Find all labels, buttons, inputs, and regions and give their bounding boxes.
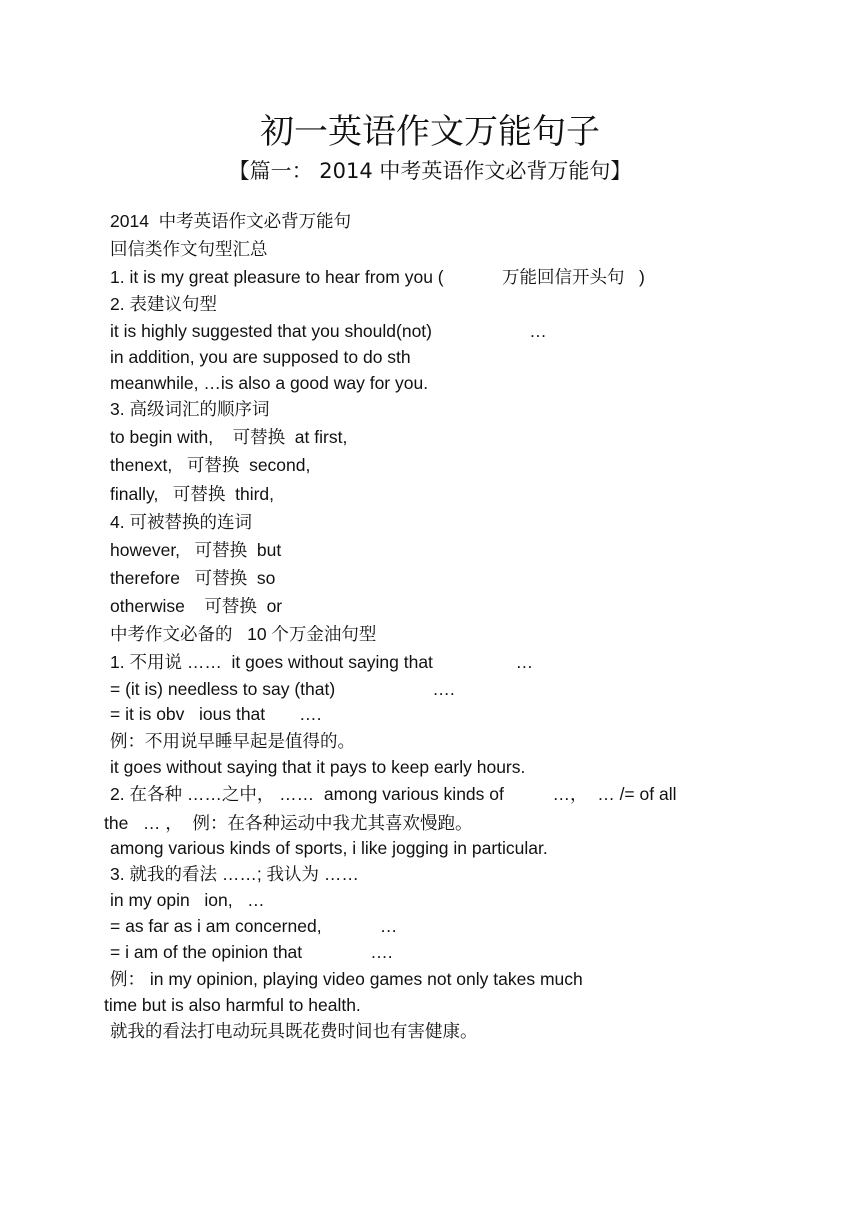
text-line: finally, 可替换 third, bbox=[110, 484, 275, 504]
text-line: the … ， 例：在各种运动中我尤其喜欢慢跑。 bbox=[104, 813, 473, 833]
text-line: meanwhile, …is also a good way for you. bbox=[110, 373, 429, 393]
text-line: 例： in my opinion, playing video games not only takes much bbox=[110, 969, 583, 989]
text-line: 3. 高级词汇的顺序词 bbox=[110, 399, 270, 419]
text-line: 1. it is my great pleasure to hear from you ( 万能回信开头句 ) bbox=[110, 267, 645, 287]
text-line: 例：不用说早睡早起是值得的。 bbox=[110, 731, 355, 751]
text-line: otherwise 可替换 or bbox=[110, 596, 283, 616]
text-line: in my opin ion, … bbox=[110, 890, 265, 910]
text-line: it goes without saying that it pays to keep early hours. bbox=[110, 757, 526, 777]
text-line: 3. 就我的看法 ……; 我认为 …… bbox=[110, 864, 359, 884]
document-subtitle: 【篇一： 2014 中考英语作文必背万能句】 bbox=[228, 159, 632, 183]
text-line: 2. 在各种 ……之中， …… among various kinds of …， … /= of all bbox=[110, 784, 677, 804]
text-line: however, 可替换 but bbox=[110, 540, 282, 560]
text-line: 4. 可被替换的连词 bbox=[110, 512, 252, 532]
text-line: 1. 不用说 …… it goes without saying that … bbox=[110, 652, 534, 672]
text-line: = as far as i am concerned, … bbox=[110, 916, 398, 936]
text-line: = i am of the opinion that …. bbox=[110, 942, 393, 962]
text-line: thenext, 可替换 second, bbox=[110, 455, 311, 475]
text-line: therefore 可替换 so bbox=[110, 568, 276, 588]
text-line: among various kinds of sports, i like jogging in particular. bbox=[110, 838, 548, 858]
text-line: 2014 中考英语作文必背万能句 bbox=[110, 211, 352, 231]
document-title: 初一英语作文万能句子 bbox=[260, 112, 600, 152]
text-line: 就我的看法打电动玩具既花费时间也有害健康。 bbox=[110, 1021, 478, 1041]
text-line: it is highly suggested that you should(not) … bbox=[110, 321, 547, 341]
text-line: 回信类作文句型汇总 bbox=[110, 239, 268, 259]
text-line: 中考作文必备的 10 个万金油句型 bbox=[110, 624, 377, 644]
text-line: = (it is) needless to say (that) …. bbox=[110, 679, 455, 699]
text-line: to begin with, 可替换 at first, bbox=[110, 427, 348, 447]
text-line: 2. 表建议句型 bbox=[110, 294, 217, 314]
text-line: in addition, you are supposed to do sth bbox=[110, 347, 411, 367]
text-line: time but is also harmful to health. bbox=[104, 995, 361, 1015]
text-line: = it is obv ious that …. bbox=[110, 704, 322, 724]
